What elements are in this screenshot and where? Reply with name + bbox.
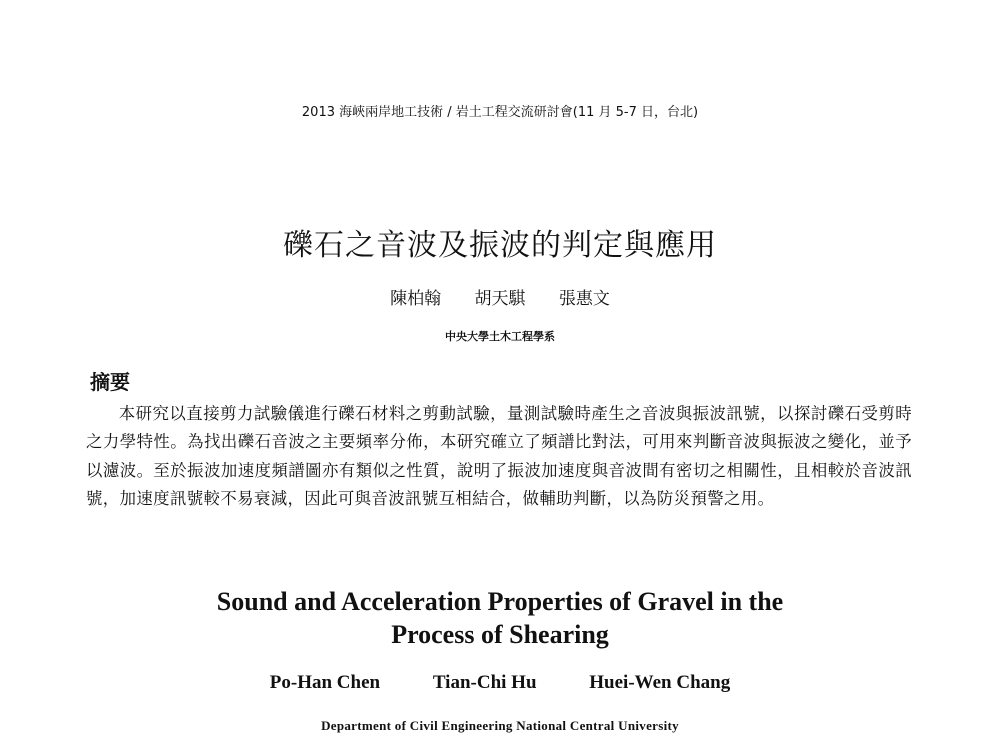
abstract-text: 本研究以直接剪力試驗儀進行礫石材料之剪動試驗，量測試驗時產生之音波與振波訊號，以探討礫石受剪時之力學特性。為找出礫石音波之主要頻率分佈，本研究確立了頻譜比對法，可用來判斷音波與振波之變化，並予以濾波。至於振波加速度頻譜圖亦有類似之性質，說明了振波加速度與音波間有密切之相關性，且相較於音波訊號，加速度訊號較不易衰減，因此可與音波訊號互相結合，做輔助判斷，以為防災預警之用。: [86, 404, 912, 508]
english-title-line: Sound and Acceleration Properties of Gravel in the: [216, 587, 784, 616]
english-authors: [0, 672, 1000, 694]
chinese-affiliation: 中央大學土木工程學系: [445, 330, 555, 343]
author: 張惠文: [558, 289, 610, 309]
english-department: Department of Civil Engineering National Central University: [321, 718, 679, 733]
chinese-authors: [0, 284, 1000, 309]
english-title: [0, 585, 1000, 651]
author: Po-Han Chen: [269, 672, 381, 693]
conference-header: 2013 海峽兩岸地工技術 / 岩土工程交流研討會(11 月 5-7 日，台北): [301, 105, 699, 120]
chinese-title: 礫石之音波及振波的判定與應用: [283, 228, 717, 263]
author: Huei-Wen Chang: [589, 672, 731, 693]
author: 胡天騏: [474, 289, 526, 309]
author: 陳柏翰: [390, 289, 442, 309]
author: Tian-Chi Hu: [432, 672, 537, 693]
abstract-heading: 摘要: [90, 370, 130, 394]
english-title-line: Process of Shearing: [391, 620, 609, 649]
